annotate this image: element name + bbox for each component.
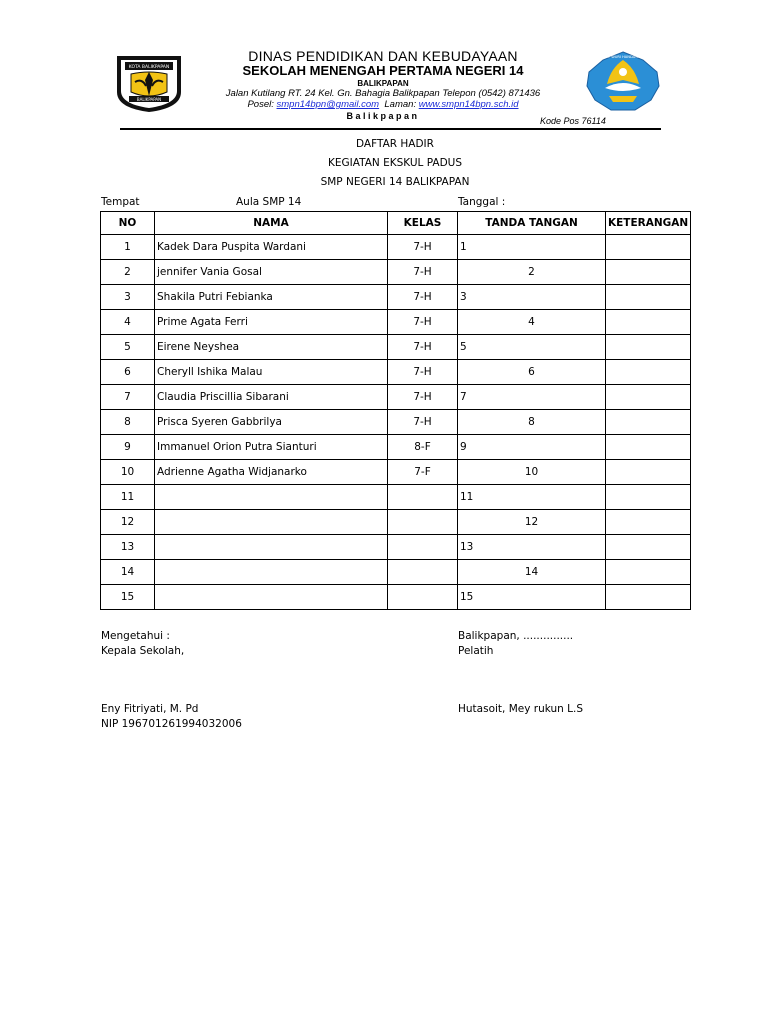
table-row <box>101 535 691 560</box>
cell-nama: Adrienne Agatha Widjanarko <box>155 460 388 485</box>
cell-keterangan <box>606 385 691 410</box>
cell-nama <box>155 485 388 510</box>
cell-no: 9 <box>101 435 155 460</box>
letterhead <box>193 48 573 121</box>
cell-tanda-tangan: 14 <box>458 560 606 585</box>
cell-kelas <box>388 535 458 560</box>
cell-nama: Cheryll Ishika Malau <box>155 360 388 385</box>
cell-tanda-tangan: 6 <box>458 360 606 385</box>
cell-nama: Eirene Neyshea <box>155 335 388 360</box>
cell-keterangan <box>606 335 691 360</box>
cell-kelas <box>388 485 458 510</box>
cell-keterangan <box>606 460 691 485</box>
cell-no: 2 <box>101 260 155 285</box>
table-row <box>101 285 691 310</box>
table-row <box>101 460 691 485</box>
table-row <box>101 360 691 385</box>
cell-nama: Immanuel Orion Putra Sianturi <box>155 435 388 460</box>
table-row <box>101 310 691 335</box>
cell-tanda-tangan: 4 <box>458 310 606 335</box>
cell-no: 11 <box>101 485 155 510</box>
cell-nama <box>155 585 388 610</box>
cell-kelas: 7-F <box>388 460 458 485</box>
table-row <box>101 485 691 510</box>
cell-nama: Kadek Dara Puspita Wardani <box>155 235 388 260</box>
table-row <box>101 260 691 285</box>
cell-nama: jennifer Vania Gosal <box>155 260 388 285</box>
header-keterangan: KETERANGAN <box>606 212 691 235</box>
cell-keterangan <box>606 510 691 535</box>
cell-no: 10 <box>101 460 155 485</box>
letterhead-divider <box>120 128 661 130</box>
cell-tanda-tangan: 13 <box>458 535 606 560</box>
email-label: Posel: <box>247 99 274 110</box>
table-row <box>101 560 691 585</box>
city-spaced: Balikpapan <box>346 111 420 121</box>
school-name: SEKOLAH MENENGAH PERTAMA NEGERI 14 <box>242 63 524 78</box>
agency-name: DINAS PENDIDIKAN DAN KEBUDAYAAN <box>248 48 518 64</box>
cell-tanda-tangan: 1 <box>458 235 606 260</box>
table-row <box>101 385 691 410</box>
place-label: Tempat <box>101 196 140 208</box>
principal-nip: NIP 196701261994032006 <box>101 718 242 730</box>
cell-keterangan <box>606 410 691 435</box>
tut-wuri-handayani-logo <box>583 50 663 114</box>
cell-no: 8 <box>101 410 155 435</box>
school-city: BALIKPAPAN <box>357 79 409 88</box>
header-kelas: KELAS <box>388 212 458 235</box>
cell-tanda-tangan: 10 <box>458 460 606 485</box>
email-link[interactable]: smpn14bpn@gmail.com <box>276 99 380 110</box>
left-logo-top-text: KOTA BALIKPAPAN <box>128 65 170 70</box>
cell-kelas: 7-H <box>388 385 458 410</box>
table-row <box>101 585 691 610</box>
cell-no: 1 <box>101 235 155 260</box>
cell-keterangan <box>606 560 691 585</box>
cell-nama: Prime Agata Ferri <box>155 310 388 335</box>
attendance-table <box>100 211 691 610</box>
contact-line <box>193 99 573 110</box>
cell-keterangan <box>606 310 691 335</box>
postal-code: Kode Pos 76114 <box>540 116 606 126</box>
cell-keterangan <box>606 285 691 310</box>
balikpapan-city-seal-logo <box>113 52 185 114</box>
cell-tanda-tangan: 3 <box>458 285 606 310</box>
cell-kelas <box>388 510 458 535</box>
place-date-line: Balikpapan, ............... <box>458 630 574 642</box>
cell-kelas: 7-H <box>388 285 458 310</box>
document-title: DAFTAR HADIR <box>356 138 434 150</box>
table-row <box>101 410 691 435</box>
cell-nama <box>155 510 388 535</box>
date-label: Tanggal : <box>458 196 506 208</box>
cell-keterangan <box>606 485 691 510</box>
cell-keterangan <box>606 360 691 385</box>
cell-keterangan <box>606 535 691 560</box>
cell-no: 5 <box>101 335 155 360</box>
cell-kelas: 8-F <box>388 435 458 460</box>
cell-kelas: 7-H <box>388 360 458 385</box>
cell-kelas <box>388 560 458 585</box>
cell-keterangan <box>606 260 691 285</box>
cell-no: 12 <box>101 510 155 535</box>
website-link[interactable]: www.smpn14bpn.sch.id <box>418 99 519 110</box>
table-row <box>101 510 691 535</box>
header-no: NO <box>101 212 155 235</box>
cell-keterangan <box>606 235 691 260</box>
header-tanda-tangan: TANDA TANGAN <box>458 212 606 235</box>
cell-kelas: 7-H <box>388 235 458 260</box>
cell-tanda-tangan: 15 <box>458 585 606 610</box>
left-logo-bottom-text: BALIKPAPAN <box>136 97 162 102</box>
principal-name: Eny Fitriyati, M. Pd <box>101 703 199 715</box>
website-label: Laman: <box>384 99 417 110</box>
cell-kelas: 7-H <box>388 310 458 335</box>
coach-label: Pelatih <box>458 645 494 657</box>
header-nama: NAMA <box>155 212 388 235</box>
cell-tanda-tangan: 2 <box>458 260 606 285</box>
cell-nama: Claudia Priscillia Sibarani <box>155 385 388 410</box>
table-body <box>101 235 691 610</box>
cell-tanda-tangan: 9 <box>458 435 606 460</box>
school-address: Jalan Kutilang RT. 24 Kel. Gn. Bahagia Balikpapan Telepon (0542) 871436 <box>225 88 541 99</box>
cell-nama <box>155 535 388 560</box>
cell-tanda-tangan: 11 <box>458 485 606 510</box>
cell-tanda-tangan: 8 <box>458 410 606 435</box>
cell-no: 13 <box>101 535 155 560</box>
place-value: Aula SMP 14 <box>236 196 302 208</box>
cell-tanda-tangan: 12 <box>458 510 606 535</box>
cell-no: 4 <box>101 310 155 335</box>
cell-tanda-tangan: 7 <box>458 385 606 410</box>
cell-no: 6 <box>101 360 155 385</box>
right-logo-text: TUT WURI HANDAYANI <box>603 55 643 59</box>
table-row <box>101 335 691 360</box>
table-row <box>101 435 691 460</box>
cell-nama <box>155 560 388 585</box>
cell-no: 3 <box>101 285 155 310</box>
cell-nama: Prisca Syeren Gabbrilya <box>155 410 388 435</box>
acknowledged-label: Mengetahui : <box>101 630 170 642</box>
cell-tanda-tangan: 5 <box>458 335 606 360</box>
table-header-row <box>101 212 691 235</box>
coach-name: Hutasoit, Mey rukun L.S <box>458 703 584 715</box>
principal-label: Kepala Sekolah, <box>101 645 185 657</box>
cell-no: 14 <box>101 560 155 585</box>
cell-kelas: 7-H <box>388 335 458 360</box>
cell-kelas <box>388 585 458 610</box>
cell-no: 7 <box>101 385 155 410</box>
cell-keterangan <box>606 585 691 610</box>
cell-kelas: 7-H <box>388 410 458 435</box>
cell-no: 15 <box>101 585 155 610</box>
table-row <box>101 235 691 260</box>
cell-nama: Shakila Putri Febianka <box>155 285 388 310</box>
activity-title: KEGIATAN EKSKUL PADUS <box>327 157 463 169</box>
cell-kelas: 7-H <box>388 260 458 285</box>
cell-keterangan <box>606 435 691 460</box>
school-title: SMP NEGERI 14 BALIKPAPAN <box>320 176 470 188</box>
